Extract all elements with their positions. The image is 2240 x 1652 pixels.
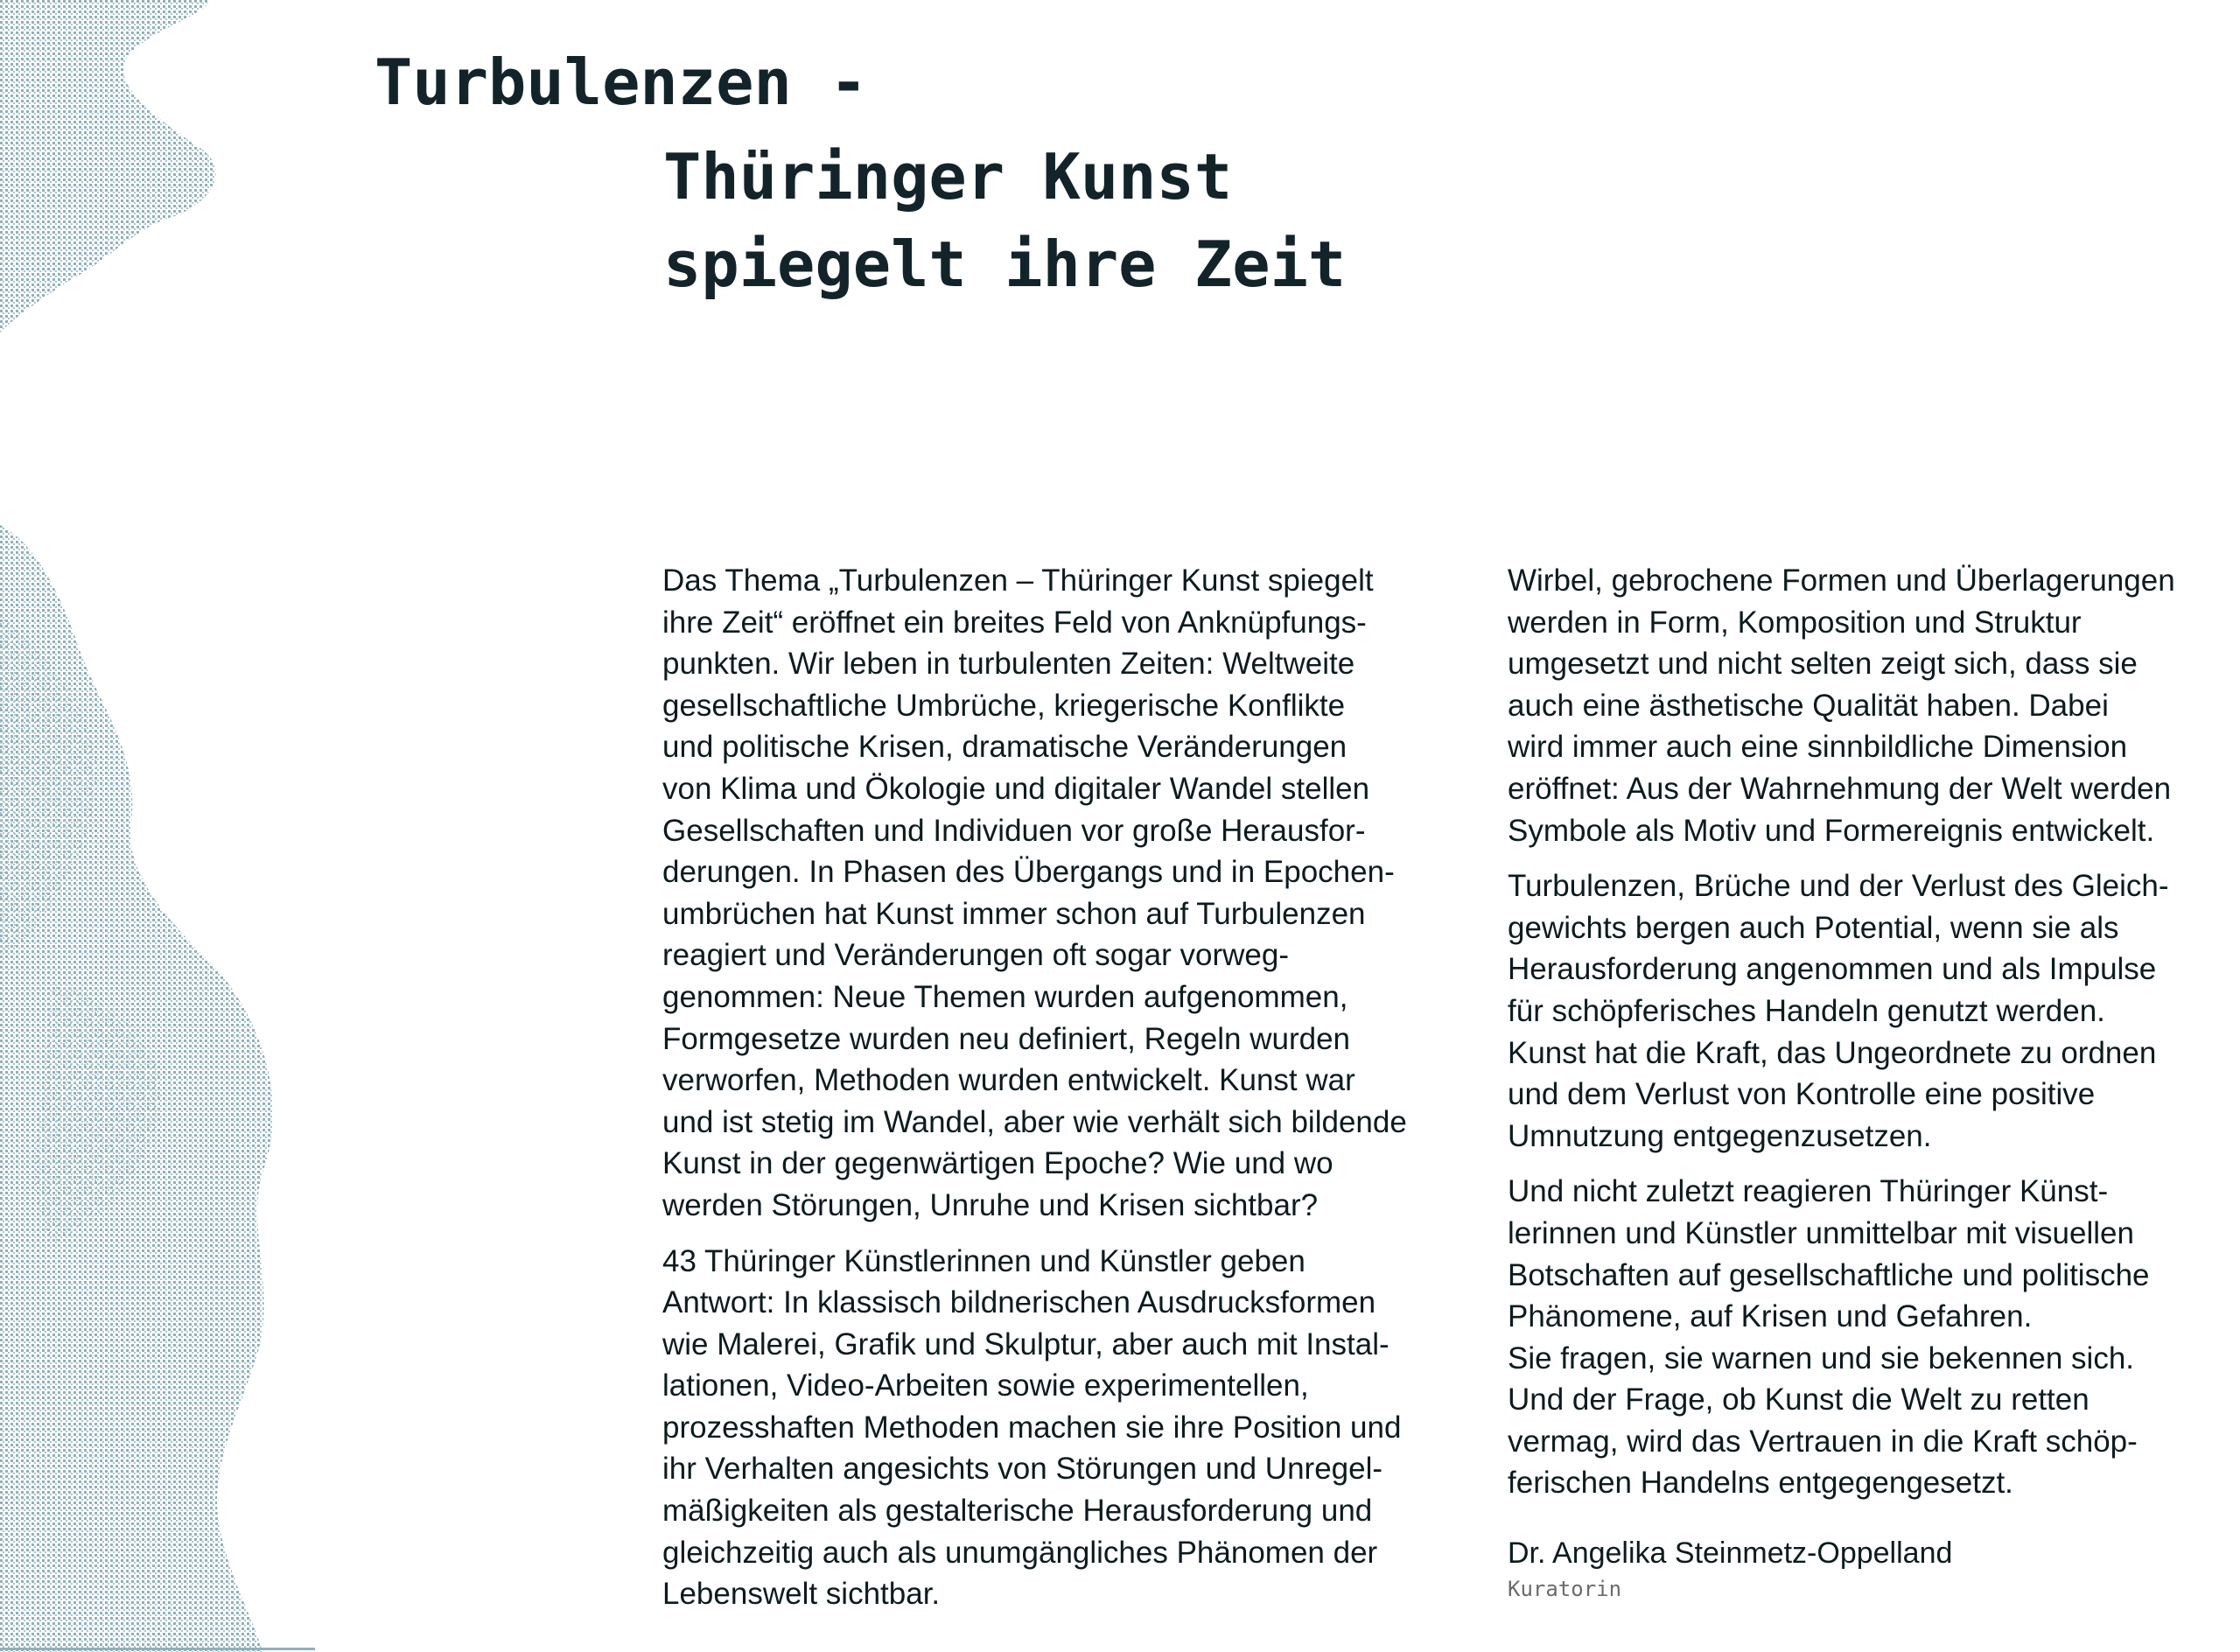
title-line-1: Turbulenzen - <box>374 46 868 119</box>
body-paragraph: 43 Thüringer Künstlerinnen und Künstler geben Antwort: In klassisch bildnerischen Ausdrucksformen wie Malerei, Grafik und Skulptur, aber auch mit Instal- lationen, Video-Arbeiten sowie experimentellen, prozesshaften Methoden machen sie ihre Position und ihr Verhalten angesichts von Störungen und Unregel- mäßigkeiten als gestalterische Herausforderung und gleichzeitig auch als unumgängliches Phänomen der Lebenswelt sichtbar. <box>662 1243 1402 1612</box>
right-text-column <box>1508 560 2234 1604</box>
body-paragraph: Das Thema „Turbulenzen – Thüringer Kunst spiegelt ihre Zeit“ eröffnet ein breites Feld von Anknüpfungs- punkten. Wir leben in turbulenten Zeiten: Weltweite gesellschaftliche Umbrüche, kriegerische Konflikte und politische Krisen, dramatische Veränderungen von Klima und Ökologie und digitaler Wandel stellen Gesellschaften und Individuen vor große Herausfor- derungen. In Phasen des Übergangs und in Epochen- umbrüchen hat Kunst immer schon auf Turbulenzen reagiert und Veränderungen oft sogar vorweg- genommen: Neue Themen wurden aufgenommen, Formgesetze wurden neu definiert, Regeln wurden verworfen, Methoden wurden entwickelt. Kunst war und ist stetig im Wandel, aber wie verhält sich bildende Kunst in der gegenwärtigen Epoche? Wie und wo werden Störungen, Unruhe und Krisen sichtbar? <box>662 564 1407 1222</box>
halftone-decoration <box>0 0 315 1652</box>
author-name: Dr. Angelika Steinmetz-Oppelland <box>1508 1536 1953 1571</box>
halftone-pattern-graphic <box>0 0 315 1652</box>
body-paragraph: Turbulenzen, Brüche und der Verlust des Gleich- gewichts bergen auch Potential, wenn sie als Herausforderung angenommen und als Impulse für schöpferisches Handeln genutzt werden. Kunst hat die Kraft, das Ungeordnete zu ordnen und dem Verlust von Kontrolle eine positive Umnutzung entgegenzusetzen. <box>1508 869 2169 1153</box>
author-role: Kuratorin <box>1508 1577 1622 1602</box>
title-line-3: spiegelt ihre Zeit <box>663 228 1347 301</box>
left-text-column <box>662 560 1476 1629</box>
title-line-2: Thüringer Kunst <box>663 140 1233 214</box>
bottom-rule <box>0 1648 315 1650</box>
body-paragraph: Wirbel, gebrochene Formen und Überlagerungen werden in Form, Komposition und Struktur umgesetzt und nicht selten zeigt sich, dass sie auch eine ästhetische Qualität haben. Dabei wird immer auch eine sinnbildliche Dimension eröffnet: Aus der Wahrnehmung der Welt werden Symbole als Motiv und Formereignis entwickelt. <box>1508 564 2175 848</box>
body-paragraph: Und nicht zuletzt reagieren Thüringer Künst- lerinnen und Künstler unmittelbar mit visuellen Botschaften auf gesellschaftliche und politische Phänomene, auf Krisen und Gefahren. Sie fragen, sie warnen und sie bekennen sich. Und der Frage, ob Kunst die Welt zu retten vermag, wird das Vertrauen in die Kraft schöp- ferischen Handelns entgegengesetzt. <box>1508 1174 2150 1501</box>
